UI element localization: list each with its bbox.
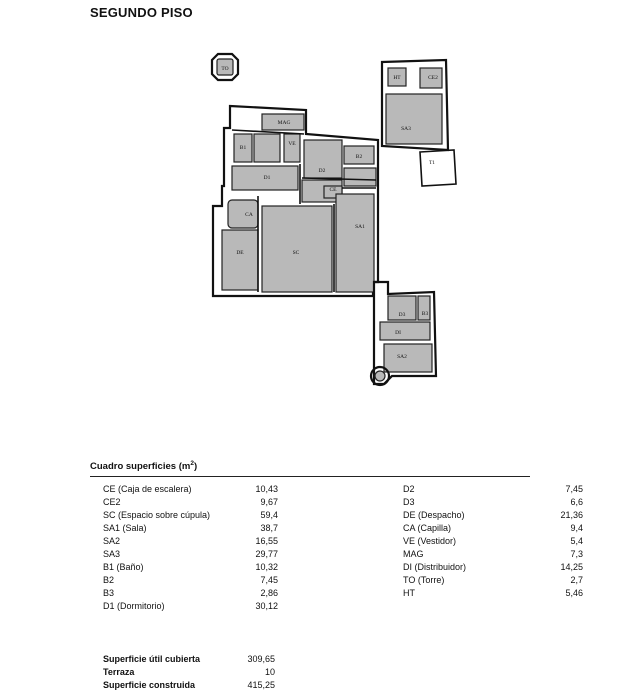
table-row (103, 548, 278, 561)
room-label-sa1: SA1 (355, 224, 365, 230)
row-label: B2 (103, 575, 115, 585)
table-row (103, 561, 278, 574)
row-value: 16,55 (255, 536, 278, 546)
row-label: CA (Capilla) (403, 523, 452, 533)
row-label: SC (Espacio sobre cúpula) (103, 510, 211, 520)
row-value: 5,4 (570, 536, 583, 546)
row-value: 7,3 (570, 549, 583, 559)
table-row (103, 574, 278, 587)
row-value: 30,12 (255, 601, 278, 611)
totals-label: Superficie útil cubierta (103, 654, 201, 664)
row-label: VE (Vestidor) (403, 536, 457, 546)
table-right-column (403, 483, 583, 600)
room-label-d3: D3 (398, 312, 406, 318)
table-row (103, 496, 278, 509)
room-label-b2: B2 (355, 154, 363, 160)
row-value: 59,4 (260, 510, 278, 520)
table-row (403, 483, 583, 496)
table-row (103, 600, 278, 613)
table-row (103, 483, 278, 496)
row-label: DI (Distribuidor) (403, 562, 467, 572)
row-label: TO (Torre) (403, 575, 445, 585)
table-title-sup: 2 (190, 460, 194, 467)
main-block-rooms (222, 114, 376, 292)
room-label-to: TO (221, 66, 229, 72)
row-value: 9,67 (260, 497, 278, 507)
totals-block (103, 653, 275, 692)
lower-right-block (371, 282, 436, 385)
row-value: 38,7 (260, 523, 278, 533)
room-label-b1: B1 (239, 145, 247, 151)
row-label: B3 (103, 588, 115, 598)
room-label-mag: MAG (277, 120, 291, 126)
row-label: D2 (403, 484, 415, 494)
room-label-ca: CA (245, 212, 253, 218)
row-value: 10,43 (255, 484, 278, 494)
room-label-ce2: CE2 (428, 75, 438, 81)
totals-row (103, 679, 275, 692)
upper-right-block (382, 60, 456, 186)
row-value: 9,4 (570, 523, 583, 533)
totals-label: Terraza (103, 667, 135, 677)
totals-row (103, 653, 275, 666)
totals-value: 415,25 (247, 680, 275, 690)
row-value: 2,86 (260, 588, 278, 598)
table-title-close: ) (193, 461, 198, 473)
row-value: 7,45 (260, 575, 278, 585)
totals-value: 309,65 (247, 654, 275, 664)
table-rule (90, 476, 530, 477)
table-row (403, 548, 583, 561)
row-label: B1 (Baño) (103, 562, 144, 572)
row-value: 21,36 (560, 510, 583, 520)
row-value: 5,46 (565, 588, 583, 598)
totals-row (103, 666, 275, 679)
page-title: SEGUNDO PISO (90, 5, 193, 20)
table-row (403, 561, 583, 574)
row-value: 6,6 (570, 497, 583, 507)
row-value: 7,45 (565, 484, 583, 494)
tower-to (212, 54, 238, 80)
row-label: MAG (403, 549, 424, 559)
room-label-b3: B3 (421, 311, 429, 317)
room-label-sa2: SA2 (397, 354, 407, 360)
row-label: CE (Caja de escalera) (103, 484, 192, 494)
room-label-ve: VE (288, 141, 296, 147)
table-row (403, 522, 583, 535)
row-label: CE2 (103, 497, 121, 507)
table-row (103, 535, 278, 548)
table-row (403, 509, 583, 522)
row-label: SA3 (103, 549, 121, 559)
row-value: 14,25 (560, 562, 583, 572)
room-label-d2: D2 (318, 168, 326, 174)
table-row (403, 496, 583, 509)
row-value: 2,7 (570, 575, 583, 585)
row-label: SA1 (Sala) (103, 523, 147, 533)
row-value: 29,77 (255, 549, 278, 559)
row-label: DE (Despacho) (403, 510, 465, 520)
room-label-d1: D1 (263, 175, 271, 181)
table-title-text: Cuadro superficies (m (90, 461, 191, 473)
row-label: D3 (403, 497, 415, 507)
room-label-t1: T1 (428, 160, 436, 166)
room-label-de: DE (236, 250, 244, 256)
table-title (90, 460, 197, 472)
row-label: D1 (Dormitorio) (103, 601, 165, 611)
table-row (403, 574, 583, 587)
room-label-sa3: SA3 (401, 126, 411, 132)
table-row (103, 587, 278, 600)
table-row (103, 522, 278, 535)
room-label-ht: HT (393, 75, 401, 81)
table-left-column (103, 483, 278, 613)
row-label: HT (403, 588, 415, 598)
room-label-sc: SC (292, 250, 300, 256)
room-label-di: DI (395, 330, 401, 336)
table-row (403, 535, 583, 548)
room-label-ce: CE (329, 187, 337, 193)
totals-value: 10 (264, 667, 275, 677)
totals-label: Superficie construida (103, 680, 196, 690)
table-row (103, 509, 278, 522)
table-row (403, 587, 583, 600)
row-label: SA2 (103, 536, 121, 546)
row-value: 10,32 (255, 562, 278, 572)
